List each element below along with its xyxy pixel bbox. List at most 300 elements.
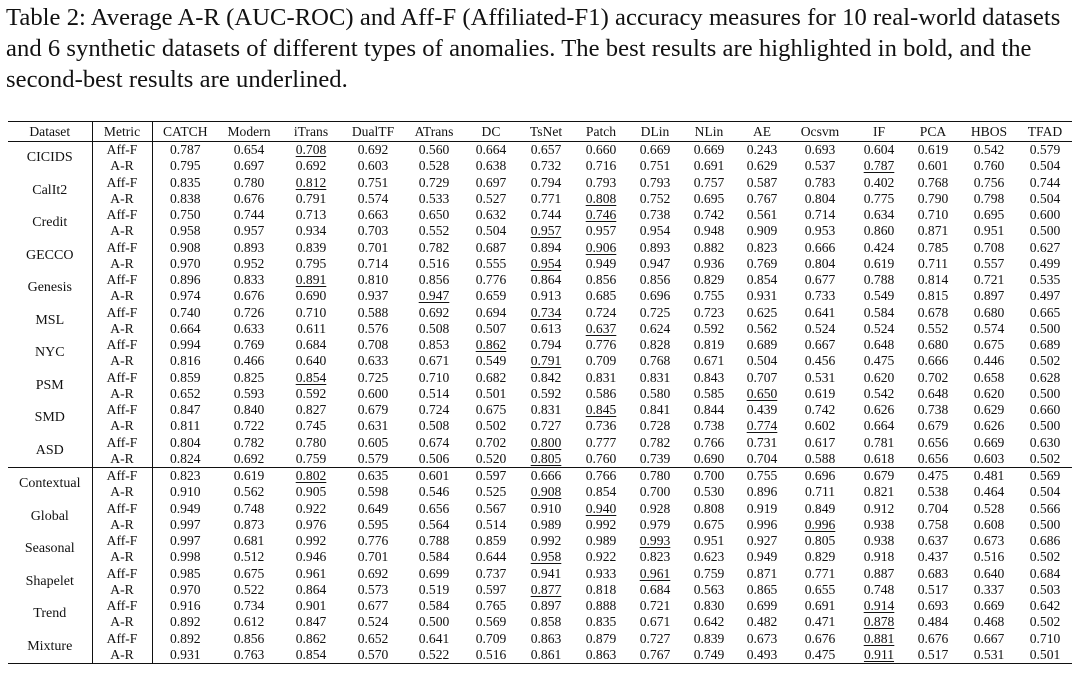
table-row: [8, 256, 1072, 272]
value-cell: 0.692: [357, 565, 389, 581]
value-cell: 0.593: [233, 385, 265, 401]
value-cell: 0.694: [475, 304, 507, 320]
value-cell: 0.823: [746, 239, 778, 255]
value-cell: 0.948: [693, 223, 725, 239]
value-cell: 0.600: [1029, 207, 1061, 222]
column-header: NLin: [682, 122, 736, 142]
value-cell: 0.894: [530, 239, 562, 255]
value-cell: 0.765: [475, 598, 507, 613]
value-cell: 0.732: [530, 158, 562, 174]
table-row: [8, 207, 1072, 223]
value-cell: 0.632: [475, 207, 507, 222]
value-cell: 0.897: [973, 288, 1005, 304]
value-cell: 0.933: [585, 565, 617, 581]
value-cell: 0.633: [233, 320, 265, 336]
metric-label: A-R: [92, 223, 152, 239]
value-cell: 0.629: [746, 158, 778, 174]
value-cell: 0.871: [917, 223, 949, 239]
value-cell: 0.961: [295, 565, 327, 581]
value-cell: 0.760: [973, 158, 1005, 174]
value-cell: 0.656: [418, 500, 450, 516]
metric-label: Aff-F: [92, 240, 152, 256]
value-cell: 0.767: [746, 190, 778, 206]
table-row: [8, 484, 1072, 500]
value-cell: 0.937: [357, 288, 389, 304]
value-cell: 0.682: [475, 369, 507, 385]
value-cell: 0.579: [342, 451, 404, 468]
dataset-label: CICIDS: [26, 150, 73, 166]
metric-label: Aff-F: [92, 142, 152, 159]
value-cell: 0.611: [295, 320, 327, 336]
value-cell: 0.745: [295, 418, 327, 434]
value-cell: 0.742: [693, 207, 725, 222]
value-cell: 0.552: [917, 320, 949, 336]
value-cell: 0.840: [233, 402, 265, 417]
value-cell: 0.748: [233, 500, 265, 516]
value-cell: 0.634: [863, 207, 895, 222]
value-cell: 0.692: [218, 451, 280, 468]
value-cell: 0.992: [530, 533, 562, 548]
value-cell: 0.755: [746, 468, 778, 483]
value-cell: 0.684: [1029, 565, 1061, 581]
table-caption: Table 2: Average A-R (AUC-ROC) and Aff-F (Affiliated-F1) accuracy measures for 10 real-world datasets and 6 synthetic datasets of different types of anomalies. The best results are highlighted in bold, and the second-best results are underlined.: [6, 4, 1061, 93]
value-cell: 0.562: [233, 484, 265, 500]
value-cell: 0.790: [917, 190, 949, 206]
value-cell: 0.475: [788, 647, 852, 664]
value-cell: 0.648: [917, 385, 949, 401]
value-cell: 0.704: [736, 451, 788, 468]
value-cell: 0.707: [746, 369, 778, 385]
dataset-label: Global: [30, 508, 69, 524]
value-cell: 0.685: [585, 288, 617, 304]
value-cell: 0.696: [804, 468, 836, 483]
value-cell: 0.484: [917, 614, 949, 630]
value-cell: 0.502: [475, 418, 507, 434]
value-cell: 0.859: [475, 533, 507, 548]
results-table: [8, 121, 1072, 664]
value-cell: 0.482: [746, 614, 778, 630]
value-cell: 0.804: [152, 435, 218, 451]
value-cell: 0.699: [418, 565, 450, 581]
value-cell: 0.573: [357, 581, 389, 597]
table-row: [8, 191, 1072, 207]
value-cell: 0.896: [746, 484, 778, 500]
value-cell: 0.896: [152, 272, 218, 288]
value-cell: 0.882: [693, 239, 725, 255]
value-cell: 0.757: [693, 174, 725, 190]
value-cell: 0.804: [804, 255, 836, 271]
value-cell: 0.766: [693, 434, 725, 450]
value-cell: 0.922: [295, 500, 327, 516]
value-cell: 0.500: [418, 614, 450, 630]
value-cell: 0.437: [917, 549, 949, 565]
value-cell: 0.533: [418, 190, 450, 206]
value-cell: 0.957: [530, 223, 562, 239]
value-cell: 0.831: [639, 369, 671, 385]
value-cell: 0.830: [693, 598, 725, 613]
value-cell: 0.666: [804, 239, 836, 255]
value-cell: 0.637: [917, 533, 949, 548]
value-cell: 0.722: [233, 418, 265, 434]
value-cell: 0.675: [475, 402, 507, 417]
metric-label: A-R: [92, 256, 152, 272]
value-cell: 0.985: [152, 566, 218, 582]
value-cell: 0.871: [746, 565, 778, 581]
value-cell: 0.542: [973, 142, 1005, 157]
value-cell: 0.592: [530, 385, 562, 401]
value-cell: 0.768: [639, 353, 671, 369]
value-cell: 0.777: [585, 434, 617, 450]
value-cell: 0.640: [295, 353, 327, 369]
value-cell: 0.696: [639, 288, 671, 304]
table-row: [8, 582, 1072, 598]
value-cell: 0.702: [475, 434, 507, 450]
value-cell: 0.724: [585, 304, 617, 320]
value-cell: 0.538: [917, 484, 949, 500]
value-cell: 0.858: [530, 614, 562, 630]
value-cell: 0.947: [418, 288, 450, 304]
value-cell: 0.683: [917, 565, 949, 581]
value-cell: 0.519: [418, 581, 450, 597]
value-cell: 0.673: [973, 533, 1005, 548]
value-cell: 0.708: [973, 239, 1005, 255]
value-cell: 0.524: [357, 614, 389, 630]
value-cell: 0.791: [530, 353, 562, 369]
column-header: HBOS: [960, 122, 1018, 142]
value-cell: 0.522: [233, 581, 265, 597]
value-cell: 0.691: [804, 598, 836, 613]
value-cell: 0.693: [804, 142, 836, 157]
metric-label: Aff-F: [92, 207, 152, 223]
value-cell: 0.652: [152, 386, 218, 402]
value-cell: 0.700: [639, 484, 671, 500]
value-cell: 0.748: [863, 581, 895, 597]
value-cell: 0.617: [804, 434, 836, 450]
value-cell: 0.701: [357, 239, 389, 255]
value-cell: 0.695: [973, 207, 1005, 222]
value-cell: 0.940: [585, 500, 617, 516]
value-cell: 0.938: [863, 533, 895, 548]
value-cell: 0.891: [295, 272, 327, 287]
value-cell: 0.500: [1029, 223, 1061, 239]
value-cell: 0.744: [233, 207, 265, 222]
value-cell: 0.676: [917, 630, 949, 646]
value-cell: 0.530: [693, 484, 725, 500]
value-cell: 0.897: [530, 598, 562, 613]
value-cell: 0.856: [418, 272, 450, 287]
value-cell: 0.522: [404, 647, 464, 664]
metric-label: A-R: [92, 386, 152, 402]
value-cell: 0.946: [295, 549, 327, 565]
value-cell: 0.504: [746, 353, 778, 369]
value-cell: 0.736: [585, 418, 617, 434]
value-cell: 0.727: [530, 418, 562, 434]
value-cell: 0.524: [863, 320, 895, 336]
value-cell: 0.626: [863, 402, 895, 417]
value-cell: 0.652: [357, 630, 389, 646]
metric-label: A-R: [92, 549, 152, 565]
value-cell: 0.908: [530, 484, 562, 500]
value-cell: 0.989: [585, 533, 617, 548]
value-cell: 0.626: [973, 418, 1005, 434]
value-cell: 0.839: [295, 239, 327, 255]
value-cell: 0.671: [418, 353, 450, 369]
value-cell: 0.728: [639, 418, 671, 434]
dataset-label: Trend: [33, 606, 67, 622]
value-cell: 0.537: [804, 158, 836, 174]
value-cell: 0.776: [357, 533, 389, 548]
value-cell: 0.954: [530, 255, 562, 271]
value-cell: 0.686: [1029, 533, 1061, 548]
column-header: CATCH: [152, 122, 218, 142]
value-cell: 0.664: [475, 142, 507, 157]
value-cell: 0.805: [518, 451, 574, 468]
value-cell: 0.952: [233, 255, 265, 271]
value-cell: 0.669: [639, 142, 671, 157]
value-cell: 0.854: [746, 272, 778, 287]
value-cell: 0.825: [233, 369, 265, 385]
value-cell: 0.953: [804, 223, 836, 239]
value-cell: 0.566: [1029, 500, 1061, 516]
value-cell: 0.805: [804, 533, 836, 548]
value-cell: 0.586: [585, 385, 617, 401]
value-cell: 0.684: [639, 581, 671, 597]
value-cell: 0.692: [295, 158, 327, 174]
value-cell: 0.579: [1029, 142, 1061, 157]
value-cell: 0.714: [804, 207, 836, 222]
value-cell: 0.600: [357, 385, 389, 401]
table-row: [8, 549, 1072, 565]
value-cell: 0.673: [746, 630, 778, 646]
value-cell: 0.508: [418, 418, 450, 434]
value-cell: 0.989: [530, 516, 562, 532]
dataset-label: Credit: [32, 215, 68, 231]
value-cell: 0.958: [530, 549, 562, 565]
value-cell: 0.637: [585, 320, 617, 336]
value-cell: 0.675: [693, 516, 725, 532]
metric-label: Aff-F: [92, 370, 152, 386]
value-cell: 0.620: [973, 385, 1005, 401]
value-cell: 0.619: [863, 255, 895, 271]
value-cell: 0.464: [973, 484, 1005, 500]
metric-label: A-R: [92, 191, 152, 207]
value-cell: 0.680: [973, 304, 1005, 320]
value-cell: 0.710: [1029, 630, 1061, 646]
column-header: IF: [852, 122, 906, 142]
value-cell: 0.887: [863, 565, 895, 581]
value-cell: 0.592: [693, 320, 725, 336]
value-cell: 0.976: [295, 516, 327, 532]
value-cell: 0.781: [863, 434, 895, 450]
table-row: [8, 370, 1072, 386]
value-cell: 0.679: [917, 418, 949, 434]
value-cell: 0.909: [746, 223, 778, 239]
value-cell: 0.516: [973, 549, 1005, 565]
value-cell: 0.844: [693, 402, 725, 417]
value-cell: 0.766: [585, 468, 617, 483]
value-cell: 0.936: [693, 255, 725, 271]
metric-label: A-R: [92, 158, 152, 174]
value-cell: 0.508: [418, 320, 450, 336]
value-cell: 0.667: [973, 630, 1005, 646]
value-cell: 0.654: [233, 142, 265, 157]
table-row: [8, 614, 1072, 630]
table-row: [8, 631, 1072, 647]
metric-label: Aff-F: [92, 598, 152, 614]
value-cell: 0.740: [152, 305, 218, 321]
column-header: Ocsvm: [788, 122, 852, 142]
value-cell: 0.997: [152, 517, 218, 533]
value-cell: 0.638: [475, 158, 507, 174]
table-row: [8, 175, 1072, 191]
value-cell: 0.500: [1029, 385, 1061, 401]
value-cell: 0.958: [152, 223, 218, 239]
column-header: TFAD: [1018, 122, 1072, 142]
value-cell: 0.658: [973, 369, 1005, 385]
value-cell: 0.624: [639, 320, 671, 336]
dataset-label: MSL: [35, 312, 65, 328]
value-cell: 0.911: [852, 647, 906, 664]
value-cell: 0.843: [693, 369, 725, 385]
value-cell: 0.865: [746, 581, 778, 597]
metric-label: Aff-F: [92, 566, 152, 582]
value-cell: 0.816: [152, 353, 218, 369]
value-cell: 0.812: [295, 174, 327, 190]
value-cell: 0.731: [746, 434, 778, 450]
metric-label: A-R: [92, 582, 152, 598]
table-row: [8, 468, 1072, 485]
column-header: DLin: [628, 122, 682, 142]
value-cell: 0.892: [152, 631, 218, 647]
value-cell: 0.656: [906, 451, 960, 468]
table-row: [8, 566, 1072, 582]
value-cell: 0.738: [693, 418, 725, 434]
value-cell: 0.690: [295, 288, 327, 304]
value-cell: 0.701: [357, 549, 389, 565]
value-cell: 0.776: [475, 272, 507, 287]
value-cell: 0.602: [804, 418, 836, 434]
metric-label: A-R: [92, 321, 152, 337]
value-cell: 0.528: [418, 158, 450, 174]
value-cell: 0.475: [863, 353, 895, 369]
value-cell: 0.675: [233, 565, 265, 581]
value-cell: 0.860: [863, 223, 895, 239]
value-cell: 0.584: [863, 304, 895, 320]
value-cell: 0.838: [152, 191, 218, 207]
value-cell: 0.726: [233, 304, 265, 320]
value-cell: 0.501: [1018, 647, 1072, 664]
value-cell: 0.951: [693, 533, 725, 548]
value-cell: 0.856: [233, 630, 265, 646]
value-cell: 0.755: [693, 288, 725, 304]
value-cell: 0.659: [475, 288, 507, 304]
value-cell: 0.497: [1029, 288, 1061, 304]
value-cell: 0.768: [917, 174, 949, 190]
table-row: [8, 435, 1072, 451]
value-cell: 0.878: [863, 614, 895, 630]
value-cell: 0.957: [585, 223, 617, 239]
value-cell: 0.901: [295, 598, 327, 613]
value-cell: 0.711: [917, 255, 949, 271]
value-cell: 0.798: [973, 190, 1005, 206]
value-cell: 0.760: [574, 451, 628, 468]
value-cell: 0.527: [475, 190, 507, 206]
value-cell: 0.815: [917, 288, 949, 304]
value-cell: 0.605: [357, 434, 389, 450]
value-cell: 0.927: [746, 533, 778, 548]
value-cell: 0.562: [746, 320, 778, 336]
value-cell: 0.642: [693, 614, 725, 630]
value-cell: 0.951: [973, 223, 1005, 239]
value-cell: 0.499: [1029, 255, 1061, 271]
value-cell: 0.941: [530, 565, 562, 581]
value-cell: 0.402: [863, 174, 895, 190]
value-cell: 0.780: [295, 434, 327, 450]
value-cell: 0.689: [746, 337, 778, 352]
value-cell: 0.771: [530, 190, 562, 206]
value-cell: 0.774: [746, 418, 778, 434]
value-cell: 0.767: [628, 647, 682, 664]
value-cell: 0.856: [639, 272, 671, 287]
value-cell: 0.974: [152, 288, 218, 304]
value-cell: 0.664: [152, 321, 218, 337]
column-header: iTrans: [280, 122, 342, 142]
value-cell: 0.910: [152, 484, 218, 500]
table-header: [8, 122, 1072, 142]
value-cell: 0.691: [693, 158, 725, 174]
value-cell: 0.947: [639, 255, 671, 271]
value-cell: 0.657: [530, 142, 562, 157]
value-cell: 0.934: [295, 223, 327, 239]
value-cell: 0.601: [418, 468, 450, 483]
value-cell: 0.970: [152, 256, 218, 272]
value-cell: 0.684: [295, 337, 327, 352]
value-cell: 0.525: [475, 484, 507, 500]
value-cell: 0.481: [973, 468, 1005, 483]
value-cell: 0.669: [693, 142, 725, 157]
value-cell: 0.690: [682, 451, 736, 468]
column-header: ATrans: [404, 122, 464, 142]
value-cell: 0.703: [357, 223, 389, 239]
value-cell: 0.704: [917, 500, 949, 516]
value-cell: 0.514: [475, 516, 507, 532]
column-header: Patch: [574, 122, 628, 142]
value-cell: 0.996: [804, 516, 836, 532]
value-cell: 0.782: [418, 239, 450, 255]
column-header: Modern: [218, 122, 280, 142]
value-cell: 0.500: [1029, 418, 1061, 434]
value-cell: 0.828: [639, 337, 671, 352]
table-row: [8, 451, 1072, 468]
value-cell: 0.738: [639, 207, 671, 222]
value-cell: 0.810: [357, 272, 389, 287]
value-cell: 0.629: [973, 402, 1005, 417]
value-cell: 0.854: [295, 369, 327, 385]
value-cell: 0.811: [152, 418, 218, 434]
value-cell: 0.791: [295, 190, 327, 206]
value-cell: 0.597: [475, 581, 507, 597]
value-cell: 0.750: [152, 207, 218, 223]
value-cell: 0.808: [585, 190, 617, 206]
value-cell: 0.918: [863, 549, 895, 565]
value-cell: 0.788: [863, 272, 895, 287]
value-cell: 0.502: [1029, 614, 1061, 630]
value-cell: 0.641: [804, 304, 836, 320]
value-cell: 0.689: [1029, 337, 1061, 352]
column-header: PCA: [906, 122, 960, 142]
value-cell: 0.853: [418, 337, 450, 352]
value-cell: 0.697: [233, 158, 265, 174]
